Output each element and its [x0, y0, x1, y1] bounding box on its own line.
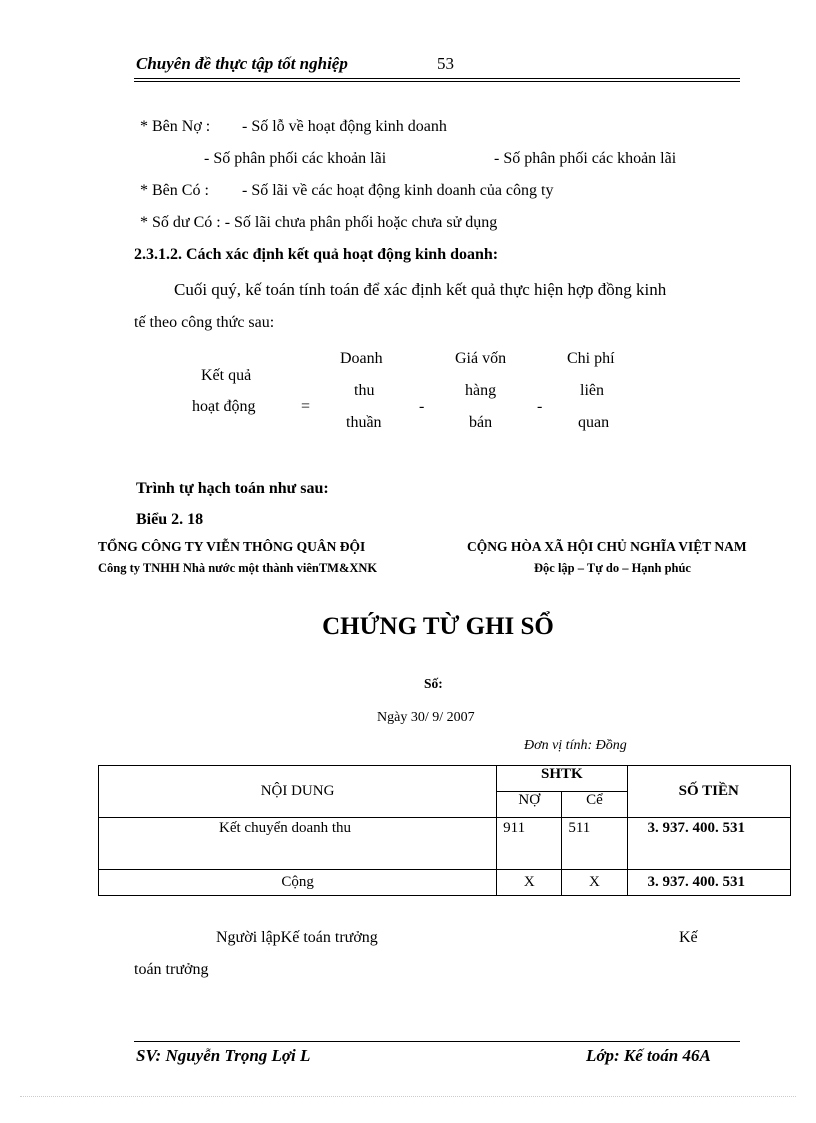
- signature-ke: Kế: [679, 929, 698, 946]
- formula-minus-2: -: [537, 398, 543, 415]
- header-co: Cể: [562, 792, 627, 818]
- formula-term1-c: thuần: [346, 414, 382, 431]
- paragraph-line-2: tế theo công thức sau:: [134, 314, 275, 331]
- signature-line: Người lậpKế toán trưởng: [216, 929, 378, 946]
- debit-label: * Bên Nợ :: [140, 118, 211, 135]
- paragraph-line-1: Cuối quý, kế toán tính toán để xác định kết quả thực hiện hợp đồng kinh: [174, 280, 667, 299]
- header-shtk: SHTK: [497, 766, 627, 792]
- formula-term2-a: Giá vốn: [455, 350, 507, 367]
- footer-student: SV: Nguyễn Trọng Lợi L: [136, 1046, 311, 1065]
- row-amount: 3. 937. 400. 531: [627, 818, 790, 870]
- formula-term3-b: liên: [580, 382, 604, 399]
- header-title: Chuyên đề thực tập tốt nghiệp: [136, 54, 348, 73]
- debit-item-1: - Số lỗ về hoạt động kinh doanh: [242, 118, 447, 135]
- formula-term3-c: quan: [578, 414, 610, 431]
- formula-term3-a: Chi phí: [567, 350, 615, 367]
- signature-toan-truong: toán trưởng: [134, 961, 209, 978]
- document-date: Ngày 30/ 9/ 2007: [377, 710, 475, 725]
- formula-term1-b: thu: [354, 382, 375, 399]
- formula-term2-c: bán: [469, 414, 493, 431]
- org-right-line-2: Độc lập – Tự do – Hạnh phúc: [534, 561, 691, 575]
- debit-item-3: - Số phân phối các khoản lãi: [494, 150, 677, 167]
- document-title: CHỨNG TỪ GHI SỔ: [322, 613, 554, 640]
- formula-lhs-1: Kết quả: [201, 367, 252, 384]
- org-left-line-2: Công ty TNHH Nhà nước một thành viênTM&XNK: [98, 561, 378, 575]
- total-content: Cộng: [99, 870, 497, 896]
- total-row: [99, 870, 791, 896]
- balance-line: * Số dư Có : - Số lãi chưa phân phối hoặc chưa sử dụng: [140, 214, 498, 231]
- total-co: X: [562, 870, 627, 896]
- header-no: NỢ: [497, 792, 562, 818]
- row-co: 511: [562, 818, 627, 870]
- row-content: Kết chuyển doanh thu: [99, 818, 497, 870]
- header-amount: SỐ TIỀN: [627, 766, 790, 818]
- header-rule-thin: [134, 81, 740, 82]
- debit-item-2: - Số phân phối các khoản lãi: [204, 150, 387, 167]
- footer-rule: [134, 1041, 740, 1042]
- credit-item: - Số lãi về các hoạt động kinh doanh của công ty: [242, 182, 554, 199]
- page-number: 53: [437, 54, 454, 73]
- document-number: Số:: [424, 676, 443, 691]
- section-heading: 2.3.1.2. Cách xác định kết quả hoạt động kinh doanh:: [134, 246, 499, 263]
- row-no: 911: [497, 818, 562, 870]
- formula-term2-b: hàng: [465, 382, 497, 399]
- procedure-heading: Trình tự hạch toán như sau:: [136, 480, 329, 497]
- formula-minus-1: -: [419, 398, 425, 415]
- footer-class: Lớp: Kế toán 46A: [586, 1046, 711, 1065]
- formula-term1-a: Doanh: [340, 350, 383, 367]
- table-row: [99, 818, 791, 870]
- ledger-table: [98, 765, 791, 896]
- org-right-line-1: CỘNG HÒA XÃ HỘI CHỦ NGHĨA VIỆT NAM: [467, 539, 747, 554]
- header-content: NỘI DUNG: [99, 766, 497, 818]
- page-edge: [20, 1096, 796, 1097]
- formula-lhs-2: hoạt động: [192, 398, 256, 415]
- org-left-line-1: TỔNG CÔNG TY VIỄN THÔNG QUÂN ĐỘI: [98, 539, 366, 554]
- formula-equals: =: [301, 398, 311, 415]
- total-no: X: [497, 870, 562, 896]
- document-unit: Đơn vị tính: Đồng: [524, 738, 627, 753]
- credit-label: * Bên Có :: [140, 182, 209, 199]
- header-rule: [134, 78, 740, 79]
- form-label: Biểu 2. 18: [136, 511, 204, 528]
- total-amount: 3. 937. 400. 531: [627, 870, 790, 896]
